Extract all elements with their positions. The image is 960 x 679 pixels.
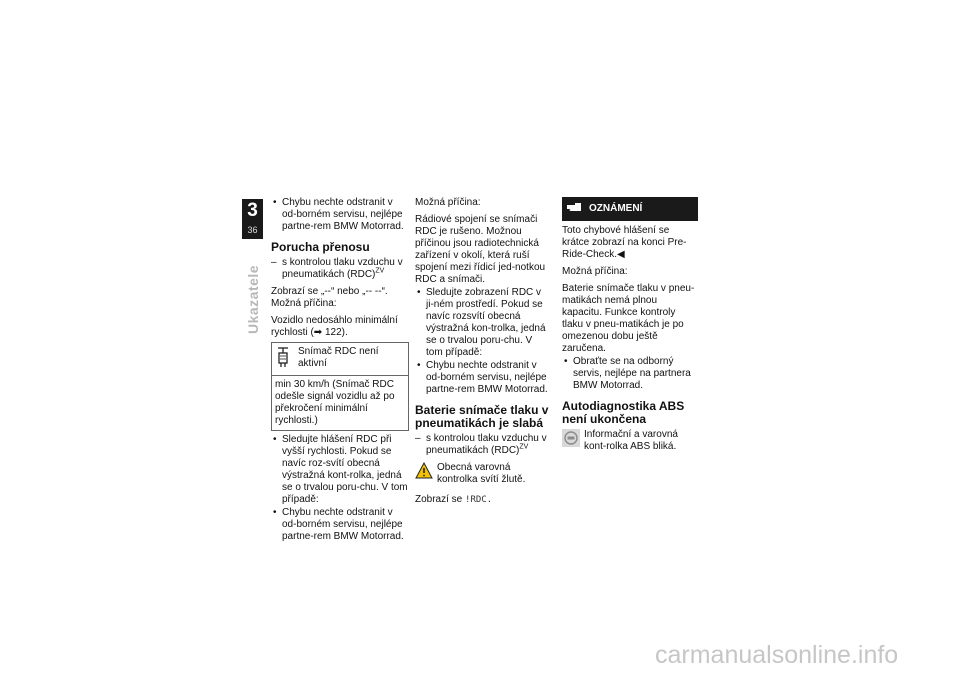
cause-text-main: Vozidlo nedosáhlo minimální rychlosti: [271, 315, 398, 338]
pointing-hand-icon: [566, 201, 582, 217]
possible-cause-label: Možná příčina:: [562, 266, 628, 277]
spec-box-value: min 30 km/h (Snímač RDC odešle signál vozidlu až po překročení minimální rychlosti.): [275, 379, 395, 426]
dash-text: s kontrolou tlaku vzduchu v pneumatikách (RDC): [426, 433, 547, 456]
cause-text: [271, 315, 409, 339]
possible-cause-label: Možná příčina:: [271, 298, 337, 309]
bullet-repair: • Chybu nechte odstranit v od-borném servisu, nejlépe partne-rem BMW Motorrad.: [415, 360, 551, 396]
bullet-repair: • Chybu nechte odstranit v od-borném servisu, nejlépe partne-rem BMW Motorrad.: [271, 197, 409, 233]
chapter-number: 3: [247, 200, 258, 221]
bullet-repair-2: • Chybu nechte odstranit v od-borném servisu, nejlépe partne-rem BMW Motorrad.: [271, 507, 409, 543]
column-1: [271, 197, 409, 544]
page-number: 36: [247, 225, 258, 235]
watermark: carmanualsonline.info: [655, 641, 899, 669]
chapter-tab: [242, 199, 263, 239]
abs-warning-icon: [562, 429, 584, 453]
section-title-vertical: Ukazatele: [245, 264, 261, 334]
spec-box: [271, 342, 409, 431]
spec-box-title: Snímač RDC není aktivní: [298, 346, 379, 369]
display-text: [415, 494, 551, 506]
bullet-observe: • Sledujte hlášení RDC při vyšší rychlosti. Pokud se navíc roz-svítí obecná výstražná kont-rolka, jedná se o trvalou poru-chu. V tom případě:: [271, 434, 409, 506]
spec-box-header: [272, 343, 408, 376]
display-text: Zobrazí se „--“ nebo „-- --“.: [271, 286, 388, 297]
column-3: [562, 197, 698, 461]
bullet-observe: • Sledujte zobrazení RDC v ji-ném prostředí. Pokud se navíc rozsvítí obecná výstražná kon-trolka, jedná se o trvalou poru-chu. V tom případě:: [415, 287, 551, 359]
notice-banner: [562, 197, 698, 221]
page-ref: (➡ 122).: [310, 327, 348, 338]
dash-rdc-option: [271, 257, 409, 281]
cause-text: Rádiové spojení se snímači RDC je rušeno. Možnou příčinou jsou radiotechnická zařízení v okolí, která ruší spojení mezi řídicí jed-notkou RDC a snímači.: [415, 214, 546, 285]
heading-abs-selfdiag: Autodiagnostika ABS není ukončena: [562, 399, 685, 426]
dash-rdc-option: [415, 433, 551, 457]
display-text-main: Zobrazí se: [415, 494, 463, 505]
notice-banner-label: OZNÁMENÍ: [589, 203, 643, 214]
cause-text: Baterie snímače tlaku v pneu-matikách nemá plnou kapacitu. Funkce kontroly tlaku v pneu-matikách je po omezenou dobu ještě zaručena.: [562, 283, 695, 354]
warning-notice: [415, 462, 551, 486]
option-sup: ZV: [375, 267, 385, 275]
possible-cause-label: Možná příčina:: [415, 197, 481, 208]
display-code: !RDC.: [465, 495, 493, 505]
notice-text: Toto chybové hlášení se krátce zobrazí na konci Pre-Ride-Check.◀: [562, 225, 687, 260]
dash-text: s kontrolou tlaku vzduchu v pneumatikách (RDC): [282, 257, 403, 280]
heading-sensor-battery: Baterie snímače tlaku v pneumatikách je slabá: [415, 403, 549, 430]
column-2: [415, 197, 551, 511]
option-sup: ZV: [519, 443, 529, 451]
warning-notice-text: Obecná varovná kontrolka svítí žlutě.: [437, 462, 526, 485]
warning-triangle-icon: [415, 462, 437, 486]
abs-notice: [562, 429, 698, 453]
bullet-contact-service: • Obraťte se na odborný servis, nejlépe na partnera BMW Motorrad.: [562, 356, 698, 392]
heading-transmission-fault: Porucha přenosu: [271, 240, 370, 254]
rdc-sensor-icon: [274, 346, 298, 372]
abs-notice-text: Informační a varovná kont-rolka ABS bliká.: [584, 429, 678, 452]
